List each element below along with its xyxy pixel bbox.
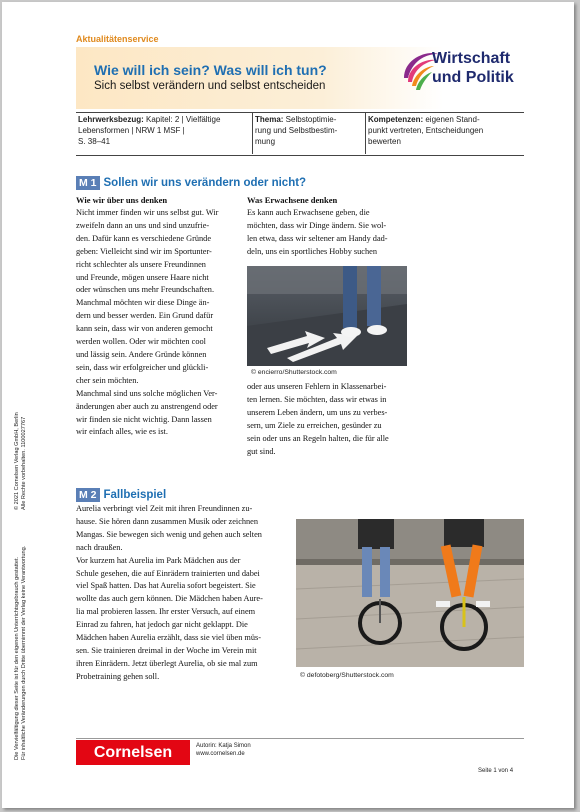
- m1-left-heading: Wie wir über uns denken: [76, 195, 168, 205]
- text-line: zweifeln dann an uns und sind unzufrie-: [76, 220, 210, 230]
- info-divider: [365, 112, 366, 154]
- m2-title: Fallbeispiel: [103, 489, 167, 501]
- text-line: richt schlechter als unsere Freundinnen: [76, 259, 206, 269]
- service-label: Aktualitätenservice: [76, 34, 159, 44]
- m1-badge: M 1: [76, 176, 100, 190]
- legal-note: [14, 546, 28, 760]
- info-text: bewerten: [368, 137, 401, 146]
- m1-left-text: [76, 207, 238, 439]
- text-line: möchten, dass wir Dinge ändern. Sie wol-: [247, 220, 387, 230]
- page-title: Wie will ich sein? Was will ich tun?: [94, 62, 327, 78]
- photo-road-arrows: [247, 266, 407, 366]
- text-line: deln, uns ein sportliches Hobby suchen: [247, 246, 377, 256]
- m1-right-text-top: [247, 207, 407, 259]
- photo-unicycles: [296, 519, 524, 667]
- m1-right-heading: Was Erwachsene denken: [247, 195, 338, 205]
- info-text: punkt vertreten, Entscheidungen: [368, 126, 484, 135]
- text-line: cher sein möchten.: [76, 375, 139, 385]
- text-line: und lässig sein. Andere Gründe können: [76, 349, 207, 359]
- info-text: S. 38–41: [78, 137, 111, 146]
- text-line: wollte das auch gern können. Die Mädchen haben Aure-: [76, 594, 263, 604]
- logo-text-line2: und Politik: [432, 69, 514, 86]
- text-line: kann sein, dass wir von anderen gemocht: [76, 324, 213, 334]
- footer-author: Autorin: Katja Simon: [196, 743, 251, 749]
- text-line: Manchmal sind uns solche möglichen Ver-: [76, 388, 218, 398]
- info-text: mung: [255, 137, 276, 146]
- text-line: Es kann auch Erwachsene geben, die: [247, 208, 370, 217]
- legal-line: Die Vervielfältigung dieser Seite ist für den eigenen Unterrichtsgebrauch gestattet.: [14, 556, 20, 760]
- info-text: eigenen Stand-: [423, 115, 480, 124]
- m2-text: [76, 503, 286, 684]
- m2-badge: M 2: [76, 488, 100, 502]
- text-line: oder aus unseren Fehlern in Klassenarbei-: [247, 382, 387, 391]
- copyright-line: Alle Rechte vorbehalten. 1100027767: [21, 416, 27, 510]
- text-line: unserem Leben ändern, um uns zu verbes-: [247, 407, 388, 417]
- text-line: sein, dass wir erfolgreicher und glückli-: [76, 362, 209, 372]
- m1-right-text-bottom: [247, 381, 407, 458]
- text-line: Manchmal möchten wir diese Dinge än-: [76, 298, 210, 308]
- text-line: wir einfach alles, wie es ist.: [76, 427, 168, 437]
- footer-url: www.cornelsen.de: [196, 751, 245, 757]
- info-label: Lehrwerksbezug:: [78, 115, 144, 124]
- m1-image-caption: © encierro/Shutterstock.com: [251, 369, 337, 376]
- info-cell-lehrwerksbezug: [78, 114, 250, 147]
- info-label: Thema:: [255, 115, 284, 124]
- text-line: Mangas. Sie bewegen sich wenig und gehen auch selten: [76, 529, 262, 539]
- text-line: dern und besser werden. Ein Grund dafür: [76, 311, 214, 321]
- m1-heading: [76, 173, 306, 191]
- text-line: gut sind.: [247, 446, 276, 456]
- info-text: Lebensformen | NRW 1 MSF |: [78, 126, 185, 135]
- text-line: geben: Vielleicht sind wir im Sportunter-: [76, 246, 212, 256]
- m2-image-caption: © defotoberg/Shutterstock.com: [300, 672, 394, 679]
- text-line: sern, um Ziele zu erreichen, gesünder zu: [247, 420, 382, 430]
- info-cell-thema: [255, 114, 363, 147]
- text-line: werden wollen. Oder wir möchten cool: [76, 337, 206, 347]
- copyright-note: [14, 412, 28, 510]
- text-line: ihren Einrädern. Jetzt überlegt Aurelia, ob sie mal zum: [76, 658, 258, 668]
- info-text: Kapitel: 2 | Vielfältige: [143, 115, 221, 124]
- text-line: und Freunde, mögen unsere Haare nicht: [76, 272, 209, 282]
- text-line: Einrad zu fahren, hat jedoch gar nicht geklappt. Die: [76, 620, 248, 630]
- text-line: hause. Sie hören dann zusammen Musik oder zeichnen: [76, 516, 259, 526]
- text-line: Mädchen haben Aurelia erzählt, dass sie viel üben müs-: [76, 633, 262, 643]
- m2-heading: [76, 485, 166, 503]
- footer-page-number: Seite 1 von 4: [478, 768, 514, 774]
- text-line: den. Dafür kann es verschiedene Gründe: [76, 233, 211, 243]
- legal-line: Für inhaltliche Veränderungen durch Dritte übernimmt der Verlag keine Verantwortung.: [21, 545, 27, 760]
- text-line: wir finden sie nicht wichtig. Dann lassen: [76, 414, 212, 424]
- text-line: Probetraining gehen soll.: [76, 671, 160, 681]
- cornelsen-logo: Cornelsen: [76, 740, 190, 765]
- text-line: sein oder uns an Regeln halten, die für alle: [247, 433, 389, 443]
- logo-text-line1: Wirtschaft: [432, 50, 511, 67]
- info-label: Kompetenzen:: [368, 115, 424, 124]
- text-line: lia mal probieren lassen. Ihr erster Versuch, auf einem: [76, 607, 256, 617]
- text-line: len etwa, dass wir seltener am Handy dad-: [247, 233, 388, 243]
- info-divider: [252, 112, 253, 154]
- text-line: nach draußen.: [76, 542, 123, 552]
- text-line: änderungen aber auch zu anstrengend oder: [76, 401, 218, 411]
- info-cell-kompetenzen: [368, 114, 523, 147]
- text-line: Schule gesehen, die auf Einrädern trainierten und dabei: [76, 568, 260, 578]
- footer-divider: [76, 738, 524, 739]
- info-text: rung und Selbstbestim-: [255, 126, 338, 135]
- info-text: Selbstoptimie-: [283, 115, 337, 124]
- text-line: Vor kurzem hat Aurelia im Park Mädchen aus der: [76, 555, 241, 565]
- text-line: Aurelia verbringt viel Zeit mit ihren Freundinnen zu-: [76, 504, 253, 513]
- page-subtitle: Sich selbst verändern und selbst entscheiden: [94, 80, 326, 92]
- text-line: oder wünschen uns mehr Freundschaften.: [76, 285, 215, 295]
- m1-title: Sollen wir uns verändern oder nicht?: [103, 177, 307, 189]
- text-line: sen. Sie trainieren dreimal in der Woche im Verein mit: [76, 645, 257, 655]
- text-line: ten lernen. Sie möchten, dass wir etwas in: [247, 394, 387, 404]
- text-line: viel Spaß hatten. Das hat Aurelia sofort begeistert. Sie: [76, 581, 256, 591]
- text-line: Nicht immer finden wir uns selbst gut. Wir: [76, 208, 219, 217]
- copyright-line: © 2021 Cornelsen Verlag GmbH, Berlin: [14, 412, 20, 510]
